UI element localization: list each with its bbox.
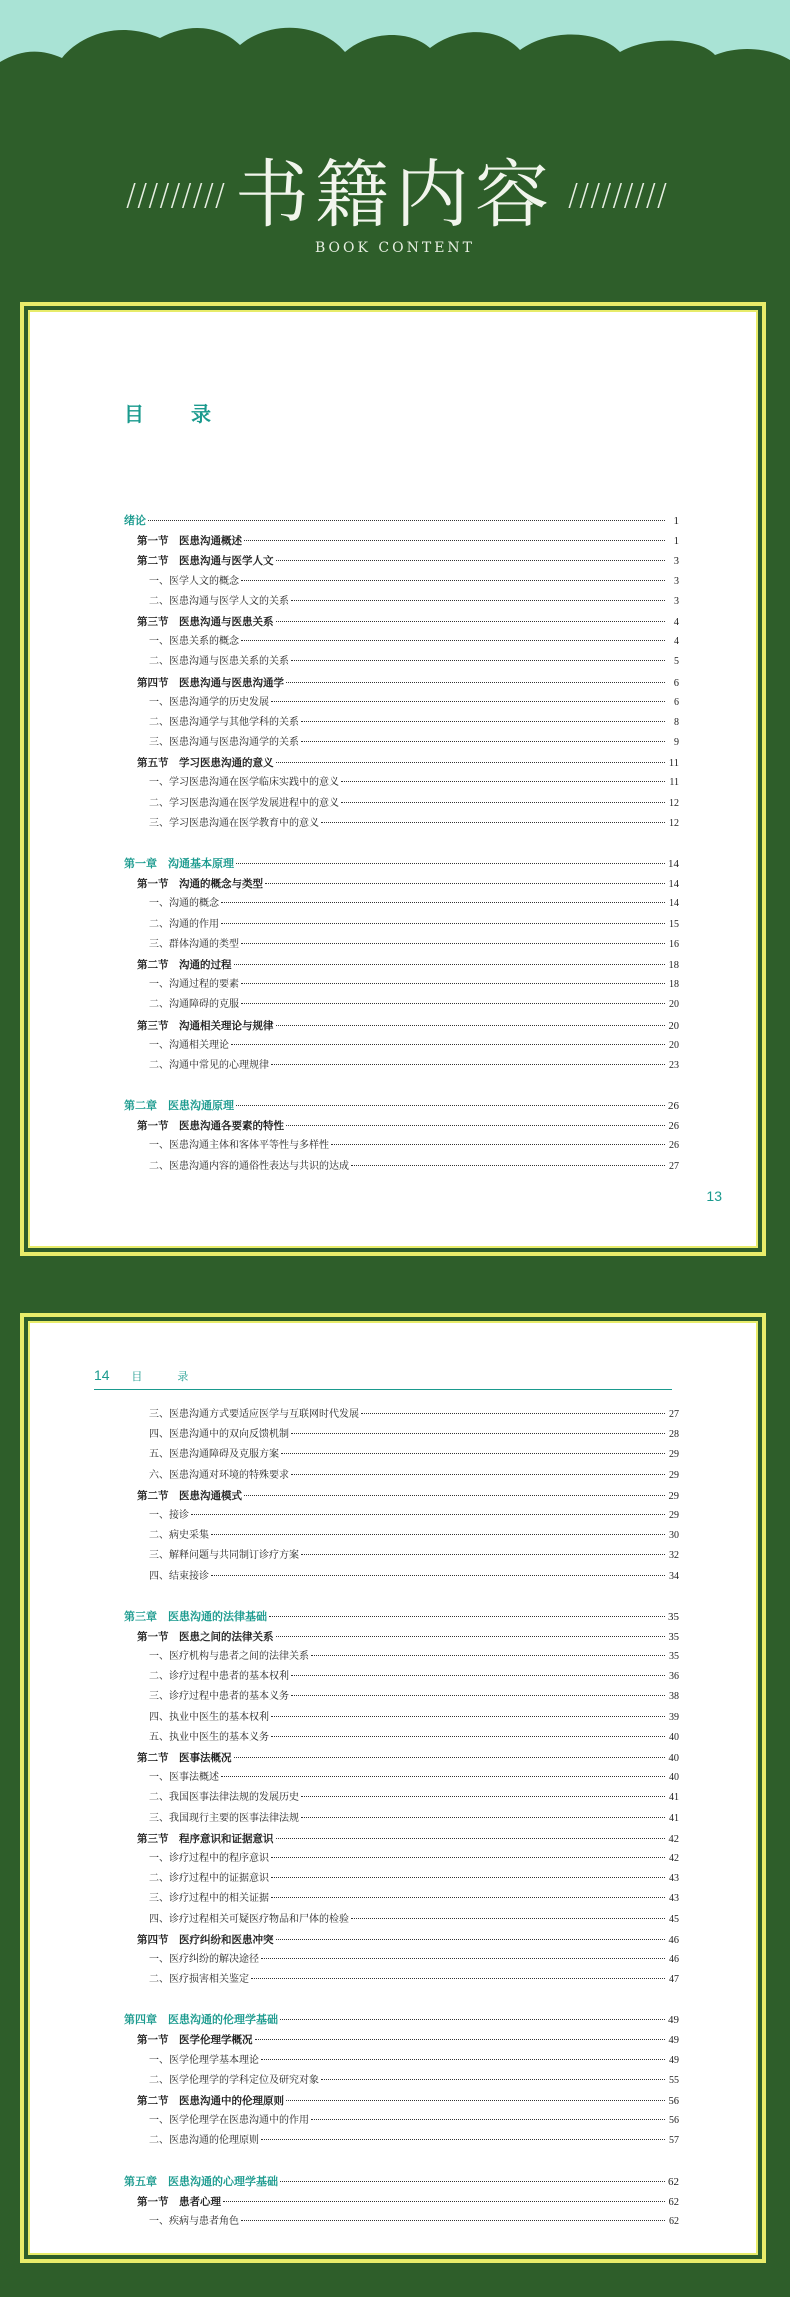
toc-entry-page: 14: [668, 858, 679, 870]
toc-entry-item: [124, 1970, 679, 1990]
toc-entry-item: [124, 1647, 679, 1667]
toc-entry-page: 56: [668, 2096, 679, 2107]
toc-entry-section: [124, 1116, 679, 1136]
dot-leader: [286, 682, 665, 683]
toc-entry-page: 62: [668, 2175, 679, 2188]
dot-leader: [231, 1044, 665, 1045]
toc-entry-title: 三、诊疗过程中的相关证据: [149, 1893, 269, 1905]
toc-entry-section: [124, 1748, 679, 1768]
dot-leader: [261, 2139, 665, 2140]
toc-entry-page: 1: [673, 515, 679, 527]
toc-entry-page: 49: [668, 2035, 679, 2047]
dot-leader: [351, 1165, 665, 1166]
toc-entry-section: [124, 531, 679, 551]
toc-entry-title: 二、医患沟通与医患关系的关系: [149, 656, 289, 668]
toc-entry-page: 12: [669, 797, 679, 809]
toc-entry-page: 35: [669, 1651, 679, 1663]
dot-leader: [271, 1064, 665, 1065]
dot-leader: [211, 1534, 665, 1535]
toc-entry-title: 第一节 患者心理: [137, 2195, 221, 2208]
book-page-14: [20, 1313, 766, 2263]
toc-entry-title: 第一节 沟通的概念与类型: [137, 878, 263, 891]
toc-entry-page: 56: [669, 2115, 679, 2127]
toc-entry-item: [124, 1910, 679, 1930]
toc-entry-item: [124, 652, 679, 672]
dot-leader: [271, 1877, 665, 1878]
toc-entry-item: [124, 1056, 679, 1076]
toc-entry-item: [124, 1466, 679, 1486]
dot-leader: [291, 1474, 665, 1475]
toc-entry-title: 二、医患沟通的伦理原则: [149, 2135, 259, 2147]
toc-entry-item: [124, 1708, 679, 1728]
toc-entry-title: 四、执业中医生的基本权利: [149, 1711, 269, 1723]
toc-entry-title: 一、医疗机构与患者之间的法律关系: [149, 1651, 309, 1663]
toc-entry-title: 二、医患沟通与医学人文的关系: [149, 595, 289, 607]
toc-entry-page: 20: [669, 1039, 679, 1051]
dot-leader: [291, 1433, 665, 1434]
toc-entry-page: 29: [669, 1449, 679, 1461]
toc-entry-chapter: [124, 854, 679, 874]
toc-entry-title: 第一节 医患沟通各要素的特性: [137, 1120, 284, 1133]
toc-entry-page: 23: [669, 1059, 679, 1071]
toc-entry-item: [124, 2212, 679, 2232]
toc-entry-title: 三、医患沟通方式要适应医学与互联网时代发展: [149, 1409, 359, 1420]
toc-entry-item: [124, 592, 679, 612]
toc-entry-item: [124, 1157, 679, 1177]
dot-leader: [276, 1025, 666, 1026]
dot-leader: [236, 863, 665, 864]
toc-entry-section: [124, 551, 679, 571]
toc-entry-page: 42: [668, 1833, 679, 1845]
toc-entry-title: 三、医患沟通与医患沟通学的关系: [149, 737, 299, 749]
toc-entry-item: [124, 1809, 679, 1829]
toc-entry-chapter: [124, 2172, 679, 2192]
dot-leader: [241, 1003, 665, 1004]
toc-entry-section: [124, 753, 679, 773]
dot-leader: [276, 762, 666, 763]
toc-entry-item: [124, 1567, 679, 1587]
dot-leader: [211, 1575, 665, 1576]
dot-leader: [271, 1857, 665, 1858]
toc-entry-item: [124, 894, 679, 914]
toc-heading: 目 录: [124, 402, 231, 426]
dot-leader: [148, 520, 665, 521]
toc-entry-page: 3: [673, 556, 679, 568]
dot-leader: [276, 1939, 666, 1940]
dot-leader: [271, 1736, 665, 1737]
dot-leader: [321, 822, 665, 823]
toc-entry-item: [124, 1526, 679, 1546]
toc-entry-item: [124, 1506, 679, 1526]
dot-leader: [321, 2079, 665, 2080]
toc-entry-title: 第一节 医患沟通概述: [137, 535, 242, 548]
toc-entry-title: 第二节 医事法概况: [137, 1752, 232, 1764]
toc-entry-page: 12: [669, 817, 679, 829]
left-slash-decoration: /////////: [126, 178, 226, 213]
toc-entry-item: [124, 1889, 679, 1909]
toc-entry-title: 一、医患沟通主体和客体平等性与多样性: [149, 1140, 329, 1152]
dot-leader: [241, 943, 665, 944]
toc-entry-page: 4: [673, 616, 679, 628]
toc-entry-page: 26: [668, 1100, 679, 1113]
toc-entry-item: [124, 1788, 679, 1808]
toc-entry-item: [124, 1445, 679, 1465]
toc-entry-title: 一、诊疗过程中的程序意识: [149, 1852, 269, 1864]
toc-entry-section: [124, 2192, 679, 2212]
toc-entry-item: [124, 1425, 679, 1445]
toc-entry-chapter: [124, 2010, 679, 2030]
toc-entry-title: 二、医患沟通内容的通俗性表达与共识的达成: [149, 1160, 349, 1172]
toc-entry-item: [124, 1667, 679, 1687]
page-title: 书籍内容: [235, 152, 555, 238]
toc-entry-page: 27: [669, 1160, 679, 1172]
toc-entry-item: [124, 1728, 679, 1748]
toc-entry-page: 38: [669, 1691, 679, 1703]
toc-entry-item: [124, 773, 679, 793]
dot-leader: [234, 1757, 666, 1758]
toc-entry-title: 一、医疗纠纷的解决途径: [149, 1953, 259, 1965]
toc-entry-page: 39: [669, 1711, 679, 1723]
toc-entry-title: 二、医学伦理学的学科定位及研究对象: [149, 2074, 319, 2086]
toc-entry-page: 1: [673, 536, 679, 548]
toc-entry-page: 43: [669, 1893, 679, 1905]
toc-entry-title: 第五节 学习医患沟通的意义: [137, 757, 274, 770]
dot-leader: [301, 1817, 665, 1818]
toc-entry-title: 第一节 医学伦理学概况: [137, 2034, 253, 2047]
toc-entry-page: 29: [668, 1490, 679, 1502]
toc-entry-title: 第二章 医患沟通原理: [124, 1099, 234, 1113]
toc-entry-page: 57: [669, 2135, 679, 2147]
toc-entry-title: 第二节 医患沟通中的伦理原则: [137, 2095, 284, 2107]
toc-entry-title: 二、诊疗过程中的证据意识: [149, 1873, 269, 1885]
toc-entry-page: 18: [668, 959, 679, 971]
toc-entry-title: 六、医患沟通对环境的特殊要求: [149, 1469, 289, 1481]
dot-leader: [221, 1776, 665, 1777]
toc-entry-title: 第三节 程序意识和证据意识: [137, 1832, 274, 1845]
toc-entry-page: 6: [674, 696, 679, 708]
dot-leader: [301, 721, 665, 722]
toc-entry-page: 41: [669, 1812, 679, 1824]
dot-leader: [236, 1105, 665, 1106]
dot-leader: [291, 660, 665, 661]
toc-entry-title: 一、沟通相关理论: [149, 1039, 229, 1051]
toc-entry-title: 二、病史采集: [149, 1530, 209, 1542]
toc-entry-page: 62: [669, 2215, 679, 2227]
toc-entry-page: 3: [674, 595, 679, 607]
toc-entry-title: 第二节 医患沟通模式: [137, 1489, 242, 1502]
toc-entry-section: [124, 2030, 679, 2050]
dot-leader: [241, 640, 665, 641]
toc-entry-page: 46: [668, 1934, 679, 1946]
toc-entry-title: 第三章 医患沟通的法律基础: [124, 1609, 267, 1623]
toc-entry-title: 第四章 医患沟通的伦理学基础: [124, 2013, 278, 2027]
toc-entry-section: [124, 955, 679, 975]
dot-leader: [271, 701, 665, 702]
book-page-13: [20, 302, 766, 1256]
toc-entry-section: [124, 612, 679, 632]
toc-entry-item: [124, 1768, 679, 1788]
toc-entry-chapter: [124, 1607, 679, 1627]
toc-entry-title: 二、沟通的作用: [149, 918, 219, 930]
toc-entry-title: 一、沟通的概念: [149, 898, 219, 910]
toc-entry-title: 一、沟通过程的要素: [149, 979, 239, 991]
toc-entry-item: [124, 1950, 679, 1970]
toc-entry-page: 36: [669, 1671, 679, 1683]
toc-entry-title: 第一章 沟通基本原理: [124, 857, 234, 870]
toc-entry-title: 二、我国医事法律法规的发展历史: [149, 1792, 299, 1804]
toc-entry-page: 30: [669, 1530, 679, 1542]
toc-entry-title: 四、结束接诊: [149, 1570, 209, 1582]
toc-entry-title: 一、接诊: [149, 1509, 189, 1521]
toc-entry-section: [124, 1627, 679, 1647]
toc-entry-title: 二、沟通中常见的心理规律: [149, 1059, 269, 1071]
page-number: 14: [94, 1367, 110, 1383]
toc-entry-page: 41: [669, 1792, 679, 1804]
toc-entry-item: [124, 794, 679, 814]
toc-entry-page: 3: [674, 575, 679, 587]
toc-entry-page: 49: [669, 2054, 679, 2066]
toc-entry-page: 16: [669, 938, 679, 950]
dot-leader: [251, 1978, 665, 1979]
toc-entry-page: 45: [669, 1913, 679, 1925]
dot-leader: [241, 983, 665, 984]
toc-entry-chapter: [124, 511, 679, 531]
toc-entry-title: 一、医学伦理学在医患沟通中的作用: [149, 2115, 309, 2127]
toc-entry-item: [124, 1546, 679, 1566]
dot-leader: [241, 2220, 665, 2221]
toc-entry-item: [124, 2051, 679, 2071]
toc-entry-item: [124, 975, 679, 995]
toc-entry-page: 28: [669, 1429, 679, 1441]
toc-entry-title: 五、医患沟通障碍及克服方案: [149, 1449, 279, 1461]
toc-entry-page: 40: [669, 1731, 679, 1743]
toc-entry-page: 20: [669, 999, 679, 1011]
dot-leader: [276, 1838, 666, 1839]
toc-entry-page: 4: [674, 636, 679, 648]
toc-entry-page: 40: [668, 1753, 679, 1764]
toc-entry-title: 二、沟通障碍的克服: [149, 999, 239, 1011]
dot-leader: [311, 1655, 665, 1656]
dot-leader: [244, 1495, 665, 1496]
dot-leader: [341, 802, 665, 803]
toc-entry-title: 第三节 医患沟通与医患关系: [137, 615, 274, 628]
dot-leader: [291, 1675, 665, 1676]
dot-leader: [311, 2119, 665, 2120]
toc-entry-title: 二、学习医患沟通在医学发展进程中的意义: [149, 797, 339, 809]
toc-entry-item: [124, 1687, 679, 1707]
dot-leader: [271, 1716, 665, 1717]
toc-entry-title: 四、医患沟通中的双向反馈机制: [149, 1429, 289, 1441]
page-subtitle: BOOK CONTENT: [315, 240, 475, 256]
toc-entry-page: 29: [669, 1509, 679, 1521]
dot-leader: [265, 883, 665, 884]
dot-leader: [223, 2201, 665, 2202]
toc-entry-page: 49: [668, 2014, 679, 2027]
toc-entry-item: [124, 713, 679, 733]
toc-entry-page: 20: [668, 1020, 679, 1032]
toc-entry-title: 第五章 医患沟通的心理学基础: [124, 2174, 278, 2188]
toc-list: [124, 511, 679, 1177]
running-header: [94, 1367, 672, 1390]
toc-entry-page: 26: [669, 1140, 679, 1152]
toc-entry-page: 40: [669, 1772, 679, 1784]
toc-entry-page: 18: [669, 979, 679, 991]
toc-entry-item: [124, 632, 679, 652]
right-slash-decoration: /////////: [568, 178, 668, 213]
toc-entry-page: 9: [674, 737, 679, 749]
toc-entry-section: [124, 673, 679, 693]
toc-entry-title: 二、医患沟通学与其他学科的关系: [149, 716, 299, 728]
dot-leader: [351, 1918, 665, 1919]
dot-leader: [234, 964, 666, 965]
toc-entry-page: 47: [669, 1974, 679, 1986]
toc-entry-title: 第三节 沟通相关理论与规律: [137, 1019, 274, 1032]
toc-entry-section: [124, 1930, 679, 1950]
toc-entry-section: [124, 1829, 679, 1849]
dot-leader: [255, 2039, 666, 2040]
dot-leader: [280, 2019, 665, 2020]
dot-leader: [301, 1796, 665, 1797]
toc-entry-section: [124, 874, 679, 894]
dot-leader: [191, 1514, 665, 1515]
toc-entry-item: [124, 1849, 679, 1869]
toc-entry-page: 32: [669, 1550, 679, 1562]
toc-entry-title: 五、执业中医生的基本义务: [149, 1731, 269, 1743]
toc-entry-title: 一、医患关系的概念: [149, 636, 239, 648]
page-number: 13: [706, 1188, 722, 1204]
dot-leader: [261, 2059, 665, 2060]
dot-leader: [276, 1636, 666, 1637]
toc-entry-page: 14: [668, 879, 679, 891]
dot-leader: [281, 1453, 665, 1454]
toc-entry-page: 55: [669, 2074, 679, 2086]
dot-leader: [221, 902, 665, 903]
toc-entry-item: [124, 733, 679, 753]
toc-entry-title: 绪论: [124, 514, 146, 527]
dot-leader: [301, 1554, 665, 1555]
toc-entry-title: 四、诊疗过程相关可疑医疗物品和尸体的检验: [149, 1913, 349, 1925]
toc-entry-item: [124, 693, 679, 713]
toc-entry-item: [124, 1869, 679, 1889]
toc-entry-item: [124, 814, 679, 834]
toc-entry-title: 第四节 医患沟通与医患沟通学: [137, 676, 284, 689]
toc-entry-page: 6: [673, 677, 679, 689]
dot-leader: [361, 1413, 665, 1414]
toc-entry-item: [124, 1036, 679, 1056]
toc-entry-item: [124, 1136, 679, 1156]
toc-list: [124, 1405, 679, 2232]
toc-entry-item: [124, 935, 679, 955]
header-banner: [0, 0, 790, 300]
dot-leader: [221, 923, 665, 924]
toc-entry-page: 8: [674, 716, 679, 728]
dot-leader: [269, 1616, 665, 1617]
toc-entry-title: 二、医疗损害相关鉴定: [149, 1974, 249, 1986]
toc-entry-page: 11: [669, 777, 679, 789]
toc-entry-title: 第一节 医患之间的法律关系: [137, 1630, 274, 1643]
toc-entry-title: 一、医事法概述: [149, 1772, 219, 1784]
toc-entry-title: 第二节 沟通的过程: [137, 958, 232, 971]
dot-leader: [341, 781, 665, 782]
toc-entry-page: 42: [669, 1852, 679, 1864]
dot-leader: [286, 1125, 665, 1126]
toc-entry-chapter: [124, 1096, 679, 1116]
dot-leader: [276, 621, 666, 622]
toc-entry-title: 三、学习医患沟通在医学教育中的意义: [149, 817, 319, 829]
dot-leader: [261, 1958, 665, 1959]
dot-leader: [241, 580, 665, 581]
toc-entry-title: 一、疾病与患者角色: [149, 2215, 239, 2227]
toc-entry-section: [124, 2091, 679, 2111]
toc-entry-item: [124, 915, 679, 935]
dot-leader: [286, 2100, 665, 2101]
dot-leader: [301, 741, 665, 742]
dot-leader: [276, 560, 666, 561]
toc-entry-page: 43: [669, 1873, 679, 1885]
toc-entry-page: 26: [668, 1121, 679, 1133]
toc-entry-item: [124, 1405, 679, 1425]
toc-entry-title: 一、医学伦理学基本理论: [149, 2054, 259, 2066]
dot-leader: [291, 600, 665, 601]
toc-entry-section: [124, 1486, 679, 1506]
toc-entry-page: 29: [669, 1469, 679, 1481]
toc-entry-section: [124, 1016, 679, 1036]
running-title: 目 录: [131, 1370, 201, 1383]
toc-entry-page: 62: [668, 2196, 679, 2208]
dot-leader: [271, 1897, 665, 1898]
toc-entry-title: 三、我国现行主要的医事法律法规: [149, 1812, 299, 1824]
toc-entry-title: 第二节 医患沟通与医学人文: [137, 555, 274, 568]
toc-entry-item: [124, 2131, 679, 2151]
dot-leader: [331, 1144, 665, 1145]
toc-entry-title: 第四节 医疗纠纷和医患冲突: [137, 1933, 274, 1946]
toc-entry-page: 14: [669, 898, 679, 910]
toc-entry-item: [124, 2071, 679, 2091]
toc-entry-item: [124, 2111, 679, 2131]
toc-entry-page: 35: [668, 1631, 679, 1643]
dot-leader: [291, 1695, 665, 1696]
toc-entry-title: 一、学习医患沟通在医学临床实践中的意义: [149, 777, 339, 789]
toc-entry-title: 二、诊疗过程中患者的基本权利: [149, 1671, 289, 1683]
toc-entry-title: 一、医患沟通学的历史发展: [149, 696, 269, 708]
toc-entry-page: 5: [674, 656, 679, 668]
toc-entry-page: 46: [669, 1953, 679, 1965]
toc-entry-title: 三、群体沟通的类型: [149, 938, 239, 950]
dot-leader: [280, 2181, 665, 2182]
toc-entry-page: 27: [669, 1409, 679, 1420]
toc-entry-title: 三、诊疗过程中患者的基本义务: [149, 1691, 289, 1703]
toc-entry-title: 一、医学人文的概念: [149, 575, 239, 587]
dot-leader: [244, 540, 665, 541]
toc-entry-page: 35: [668, 1610, 679, 1623]
toc-entry-item: [124, 572, 679, 592]
toc-entry-item: [124, 995, 679, 1015]
toc-entry-title: 三、解释问题与共同制订诊疗方案: [149, 1550, 299, 1562]
toc-entry-page: 34: [669, 1570, 679, 1582]
toc-entry-page: 15: [669, 918, 679, 930]
toc-entry-page: 11: [668, 758, 679, 770]
